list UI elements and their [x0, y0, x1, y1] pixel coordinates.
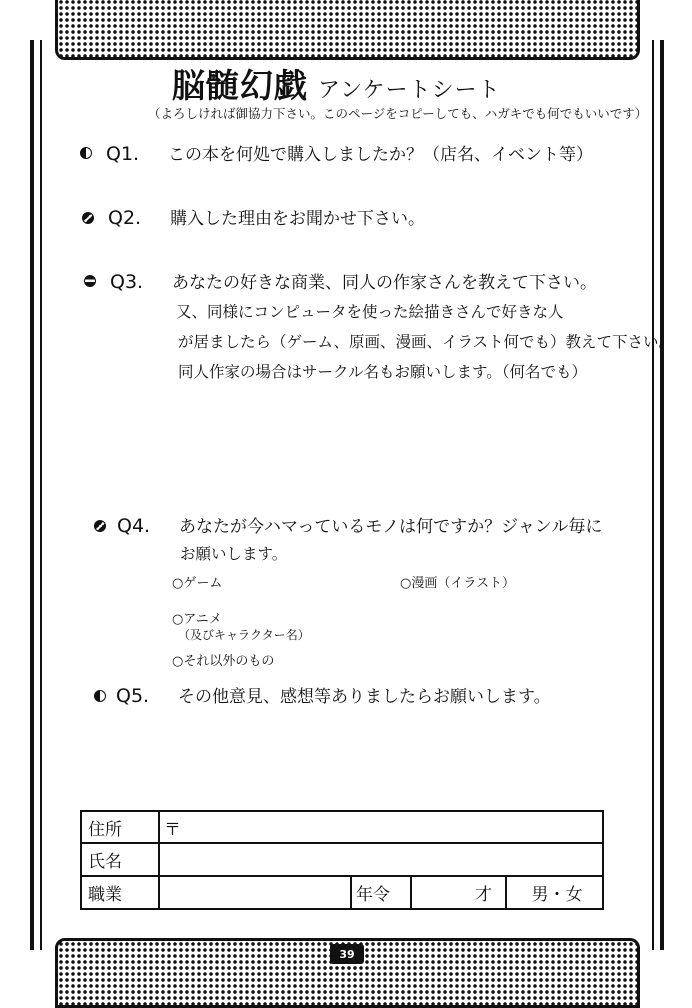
gender-options: 男・女	[531, 885, 583, 905]
q1-text: この本を何処で購入しましたか？（店名、イベント等）	[168, 145, 593, 165]
age-label: 年令	[356, 885, 390, 905]
age-divider-right	[410, 875, 412, 910]
title-sub: アンケートシート	[318, 78, 501, 103]
q5-bullet-icon	[94, 690, 106, 702]
form-label-divider	[158, 810, 160, 910]
question-2	[108, 204, 425, 229]
q5-number: Q5.	[116, 685, 150, 707]
name-label: 氏名	[88, 852, 122, 872]
q4-option-anime: ○アニメ	[172, 612, 222, 627]
gender-divider	[505, 875, 507, 910]
left-margin-rule-thin	[40, 40, 42, 950]
title-main: 脳髄幻戯	[172, 66, 308, 105]
q2-bullet-icon	[82, 212, 94, 224]
q4-line-1: あなたが今ハマっているモノは何ですか？ジャンル毎に	[179, 517, 603, 537]
q4-option-anime-note: （及びキャラクター名）	[178, 628, 310, 642]
q1-bullet-icon	[80, 147, 92, 159]
q3-line-3: が居ましたら（ゲーム、原画、漫画、イラスト何でも）教えて下さい。	[178, 333, 675, 351]
right-margin-rule	[660, 40, 664, 950]
page-subtitle: （よろしければ御協力下さい。このページをコピーしても、ハガキでも何でもいいです）	[148, 106, 648, 121]
q3-line-2: 又、同様にコンピュータを使った絵描きさんで好きな人	[176, 303, 564, 321]
q5-text: その他意見、感想等ありましたらお願いします。	[178, 687, 551, 707]
q3-bullet-icon	[84, 275, 96, 287]
q4-option-manga: ○漫画（イラスト）	[400, 576, 515, 591]
q1-number: Q1.	[106, 143, 140, 165]
question-1	[106, 140, 593, 165]
q4-number: Q4.	[117, 515, 151, 537]
question-4	[117, 512, 602, 537]
q2-text: 購入した理由をお聞かせ下さい。	[170, 209, 425, 229]
q2-number: Q2.	[108, 207, 142, 229]
q3-number: Q3.	[110, 271, 144, 293]
address-label: 住所	[88, 819, 122, 840]
page-title	[172, 60, 552, 107]
job-label: 職業	[88, 885, 122, 905]
question-3	[110, 268, 597, 293]
left-margin-rule	[30, 40, 34, 950]
age-unit: 才	[475, 885, 492, 905]
right-margin-rule-thin	[652, 40, 654, 950]
age-divider-left	[350, 875, 352, 910]
q4-line-2: お願いします。	[180, 545, 288, 563]
postal-mark: 〒	[164, 819, 181, 840]
q4-option-game: ○ゲーム	[172, 576, 223, 591]
page-number: 39	[330, 944, 364, 964]
top-dotted-border	[55, 0, 640, 60]
q4-option-other: ○それ以外のもの	[172, 654, 275, 669]
q3-line-1: あなたの好きな商業、同人の作家さんを教えて下さい。	[172, 273, 597, 293]
q3-line-4: 同人作家の場合はサークル名もお願いします。（何名でも）	[178, 363, 588, 381]
question-5	[116, 682, 551, 707]
q4-bullet-icon	[94, 520, 106, 532]
